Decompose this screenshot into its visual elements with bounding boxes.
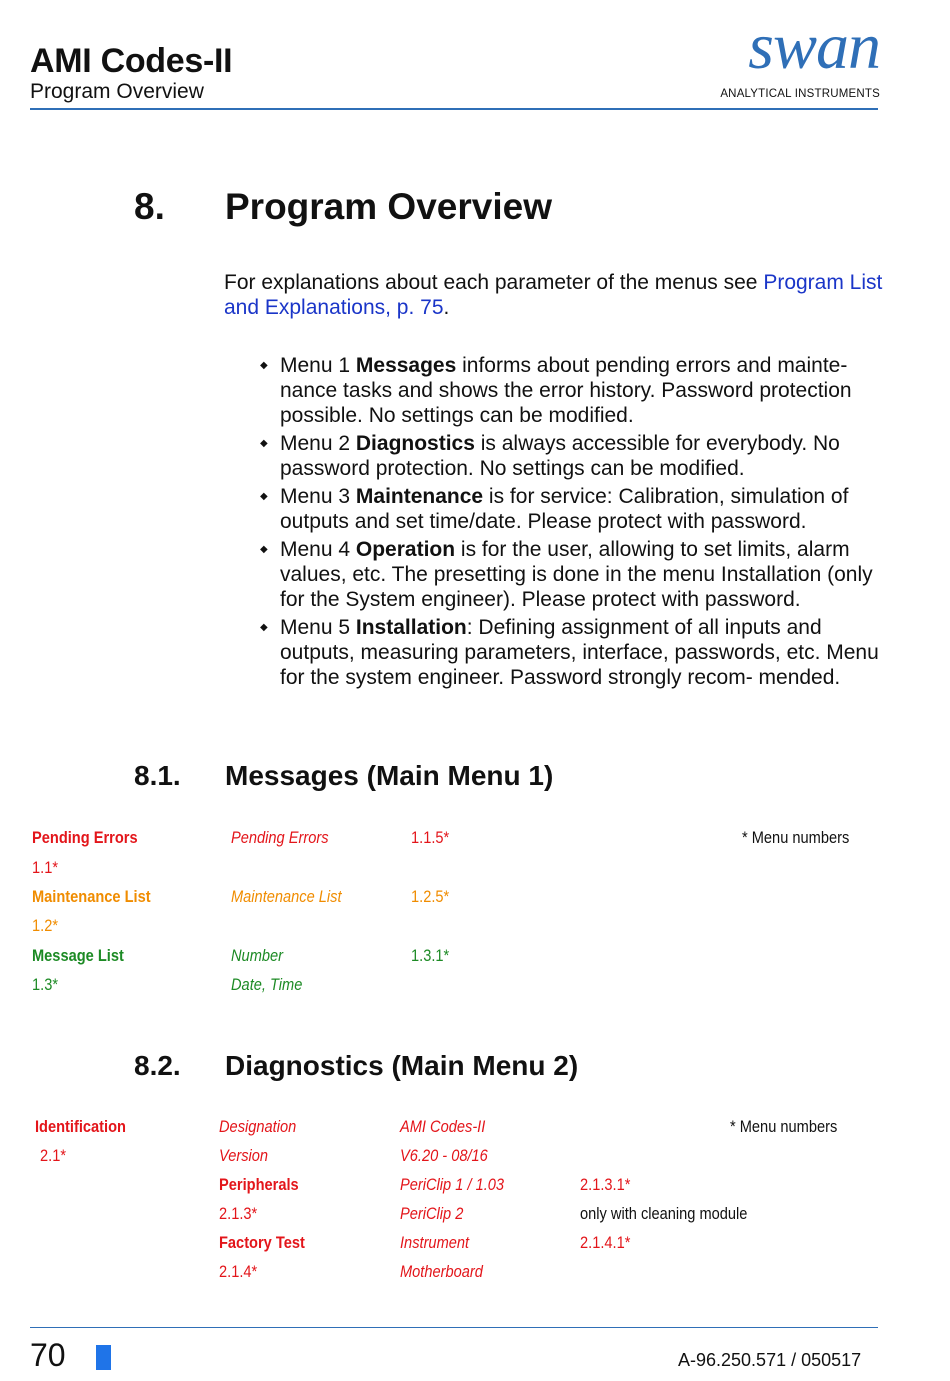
bullet-text: is always accessible for everybody. No password protection. No settings can be modified. xyxy=(280,432,840,480)
document-subtitle: Program Overview xyxy=(30,80,204,103)
document-code: A-96.250.571 / 050517 xyxy=(678,1350,862,1370)
menu-number: 2.1* xyxy=(40,1146,67,1165)
bullet-item-maintenance xyxy=(256,484,886,534)
intro-end: . xyxy=(443,296,450,319)
intro-text: For explanations about each parameter of the menus see xyxy=(224,271,764,294)
submenu-version: Version xyxy=(219,1146,269,1165)
header-divider xyxy=(30,108,878,110)
value-designation: AMI Codes-II xyxy=(400,1117,486,1136)
bullet-item-diagnostics xyxy=(256,431,886,481)
menu-number: 2.1.3* xyxy=(219,1204,258,1223)
submenu-date-time: Date, Time xyxy=(231,975,303,994)
menu-number: 1.3.1* xyxy=(411,946,450,965)
value-motherboard: Motherboard xyxy=(400,1262,483,1281)
menu-number: 1.2* xyxy=(32,916,59,935)
logo-tagline: ANALYTICAL INSTRUMENTS xyxy=(720,88,880,100)
menu-number: 2.1.4* xyxy=(219,1262,258,1281)
value-version: V6.20 - 08/16 xyxy=(400,1146,488,1165)
submenu-factory-test: Factory Test xyxy=(219,1233,305,1252)
menu-item-maintenance-list: Maintenance List xyxy=(32,887,151,906)
menu-number: 1.1* xyxy=(32,858,59,877)
bullet-keyword: Operation xyxy=(355,538,456,561)
submenu-designation: Designation xyxy=(219,1117,297,1136)
bullet-keyword: Diagnostics xyxy=(355,432,475,455)
section-number: 8. xyxy=(134,186,165,227)
bullet-text: Menu 5 xyxy=(280,616,356,639)
value-periclip-1: PeriClip 1 / 1.03 xyxy=(400,1175,505,1194)
swan-logo xyxy=(718,10,880,106)
bullet-text: informs about pending errors and mainte- nance tasks and shows the error history. Password protection possible. No settings can be modified. xyxy=(280,354,852,427)
document-title: AMI Codes-II xyxy=(30,42,233,80)
submenu-maintenance-list: Maintenance List xyxy=(231,887,342,906)
bullet-text: is for the user, allowing to set limits, alarm values, etc. The presetting is done in the menu Installation (only for the System engineer). Please protect with password. xyxy=(280,538,873,611)
bullet-text: is for service: Calibration, simulation of outputs and set time/date. Please protect with password. xyxy=(280,485,849,533)
menu-item-pending-errors: Pending Errors xyxy=(32,828,138,847)
menu-number: 1.1.5* xyxy=(411,828,450,847)
menu-item-identification: Identification xyxy=(35,1117,126,1136)
footer-divider xyxy=(30,1327,878,1328)
bullet-item-operation xyxy=(256,537,886,612)
bullet-keyword: Maintenance xyxy=(355,485,484,508)
menu-item-message-list: Message List xyxy=(32,946,124,965)
submenu-number: Number xyxy=(231,946,284,965)
bullet-text: Menu 3 xyxy=(280,485,356,508)
messages-section-number: 8.1. xyxy=(134,760,181,791)
menu-number: 2.1.4.1* xyxy=(580,1233,631,1252)
logo-wordmark: swan xyxy=(748,10,880,83)
menu-number: 1.3* xyxy=(32,975,59,994)
menu-numbers-note: * Menu numbers xyxy=(730,1117,838,1136)
bullet-item-installation xyxy=(256,615,886,690)
menu-numbers-note: * Menu numbers xyxy=(742,828,850,847)
bullet-text: Menu 4 xyxy=(280,538,356,561)
bullet-keyword: Messages xyxy=(355,354,457,377)
bullet-text: : Defining assignment of all inputs and outputs, measuring parameters, interface, passwords, etc. Menu for the system engineer. Password strongly recom- mended. xyxy=(280,616,879,689)
page-number: 70 xyxy=(30,1337,66,1373)
diagnostics-section-title: Diagnostics (Main Menu 2) xyxy=(225,1050,579,1081)
bullet-text: Menu 2 xyxy=(280,432,356,455)
program-list-link[interactable]: Program List and Explanations, p. 75 xyxy=(224,271,883,319)
submenu-pending-errors: Pending Errors xyxy=(231,828,329,847)
bullet-text: Menu 1 xyxy=(280,354,356,377)
messages-section-title: Messages (Main Menu 1) xyxy=(225,760,554,791)
page-marker xyxy=(96,1345,111,1370)
submenu-peripherals: Peripherals xyxy=(219,1175,299,1194)
bullet-item-messages xyxy=(256,353,886,428)
menu-bullet-list xyxy=(256,353,886,693)
bullet-keyword: Installation xyxy=(355,616,467,639)
section-title: Program Overview xyxy=(225,186,552,227)
value-instrument: Instrument xyxy=(400,1233,470,1252)
value-periclip-2: PeriClip 2 xyxy=(400,1204,464,1223)
menu-number: 1.2.5* xyxy=(411,887,450,906)
intro-paragraph xyxy=(224,270,884,320)
diagnostics-section-number: 8.2. xyxy=(134,1050,181,1081)
cleaning-module-note: only with cleaning module xyxy=(580,1204,748,1223)
menu-number: 2.1.3.1* xyxy=(580,1175,631,1194)
